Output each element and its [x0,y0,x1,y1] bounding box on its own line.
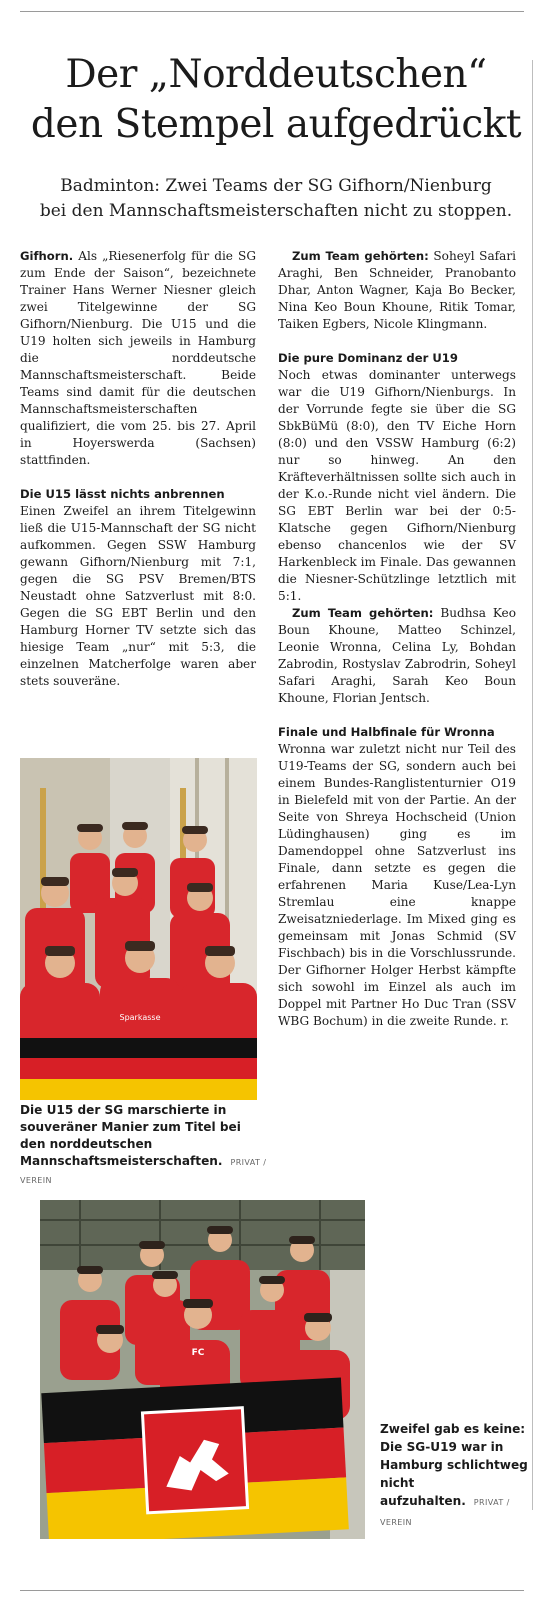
subheadline-line-2: bei den Mannschaftsmeisterschaften nicht zu stoppen. [39,201,513,221]
dateline: Gifhorn. [20,249,74,263]
section-u19 [278,350,516,605]
text-u19: Noch etwas dominanter unterwegs war die U19 Gifhorn/Nienburgs. In der Vorrunde fegte sie über die SG SbkBüMü (8:0), den TV Eiche Horn (8:0) und den VSSW Hamburg (6:2) nur so hinweg. An den Kräfteverhältnissen sollte sich auch in der K.o.-Runde nicht viel ändern. Die SG EBT Berlin war bei der 0:5-Klatsche gegen Gifhorn/Nienburg ebenso chancenlos wie der SV Harkenbleck im Finale. Das gewannen die Niesner-Schützlinge letztlich mit 5:1. [278,368,516,603]
subheadline-line-1: Badminton: Zwei Teams der SG Gifhorn/Nienburg [60,176,492,196]
photo-u19-team [40,1200,365,1539]
team-u19-names: Budhsa Keo Boun Khoune, Matteo Schinzel, Leonie Wronna, Celina Ly, Bohdan Zabrodin, Rostyslav Zabrodrin, Soheyl Safari Araghi, Sarah Keo Boun Khoune, Florian Jentsch. [278,606,516,705]
photo-u19-credit: PRIVAT / VEREIN [380,1498,510,1527]
headline-line-2: den Stempel aufgedrückt [30,102,522,147]
subtitle-u19: Die pure Dominanz der U19 [278,351,458,365]
text-wronna: Wronna war zuletzt nicht nur Teil des U19-Teams der SG, sondern auch bei einem Bundes-Ranglistenturnier O19 in Bielefeld mit von der Partie. An der Seite von Shreya Hochscheid (Union Lüdinghausen) ging es im Damendoppel ohne Satzverlust ins Finale, dann setzte es gegen die erfahrenen Maria Kuse/Lea-Lyn Stremlau eine knappe Zweisatzniederlage. Im Mixed ging es gemeinsam mit Jonas Schmid (SV Fischbach) bis in die Vorschlussrunde. Der Gifhorner Holger Herbst kämpfte sich sowohl im Einzel als auch im Doppel mit Partner Ho Duc Tran (SSV WBG Bochum) in die zweite Runde. r. [278,742,516,1028]
team-u15-paragraph [278,248,516,333]
subtitle-u15: Die U15 lässt nichts anbrennen [20,487,225,501]
shirt-logo-text: Sparkasse [119,1013,161,1022]
shirt-logo-text-u19: FC [191,1348,205,1358]
photo-u15-caption-text: Die U15 der SG marschierte in souveräner Manier zum Titel bei den norddeutschen Mannschaftsmeisterschaften. [20,1103,241,1168]
lead-text: Als „Riesenerfolg für die SG zum Ende der Saison“, bezeichnete Trainer Hans Werner Niesner gleich zwei Titelgewinne der SG Gifhorn/Nienburg. Die U15 und die U19 holten sich jeweils in Hamburg die norddeutsche Mannschaftsmeisterschaft. Beide Teams sind damit für die deutschen Mannschaftsmeisterschaften qualifiziert, die vom 25. bis 27. April in Hoyerswerda (Sachsen) stattfinden. [20,249,256,467]
section-u15 [20,486,256,690]
right-column [278,248,516,1030]
photo-u15-caption [20,1102,270,1189]
headline [20,50,532,150]
photo-u19-caption [380,1420,530,1532]
column-rule [532,60,533,1510]
left-column [20,248,256,690]
team-u19-label: Zum Team gehörten: [292,606,434,620]
text-u15: Einen Zweifel an ihrem Titelgewinn ließ die U15-Mannschaft der SG nicht aufkommen. Gegen SSW Hamburg gewann Gifhorn/Nienburg mit 7:1, gegen die SG PSV Bremen/BTS Neustadt ohne Satzverlust mit 8:0. Gegen die SG EBT Berlin und den Hamburg Horner TV setzte sich das hiesige Team „nur“ mit 5:3, die einzelnen Matcherfolge waren aber stets souveräne. [20,504,256,688]
photo-u19-caption-text: Zweifel gab es keine: Die SG-U19 war in Hamburg schlichtweg nicht aufzuhalten. [380,1422,528,1508]
section-wronna [278,724,516,1030]
bottom-rule [20,1590,524,1591]
team-u19-paragraph [278,605,516,707]
headline-line-1: Der „Norddeutschen“ [65,52,487,97]
subheadline [20,174,532,224]
lead-paragraph [20,248,256,469]
top-rule [20,11,524,12]
team-u15-names: Soheyl Safari Araghi, Ben Schneider, Pranobanto Dhar, Anton Wagner, Kaja Bo Becker, Nina Keo Boun Khoune, Ritik Tomar, Taiken Egbers, Nicole Klingmann. [278,249,516,331]
team-u15-label: Zum Team gehörten: [292,249,429,263]
photo-u15-team [20,758,257,1100]
photo-u15-credit: PRIVAT / VEREIN [20,1158,267,1185]
subtitle-wronna: Finale und Halbfinale für Wronna [278,725,495,739]
